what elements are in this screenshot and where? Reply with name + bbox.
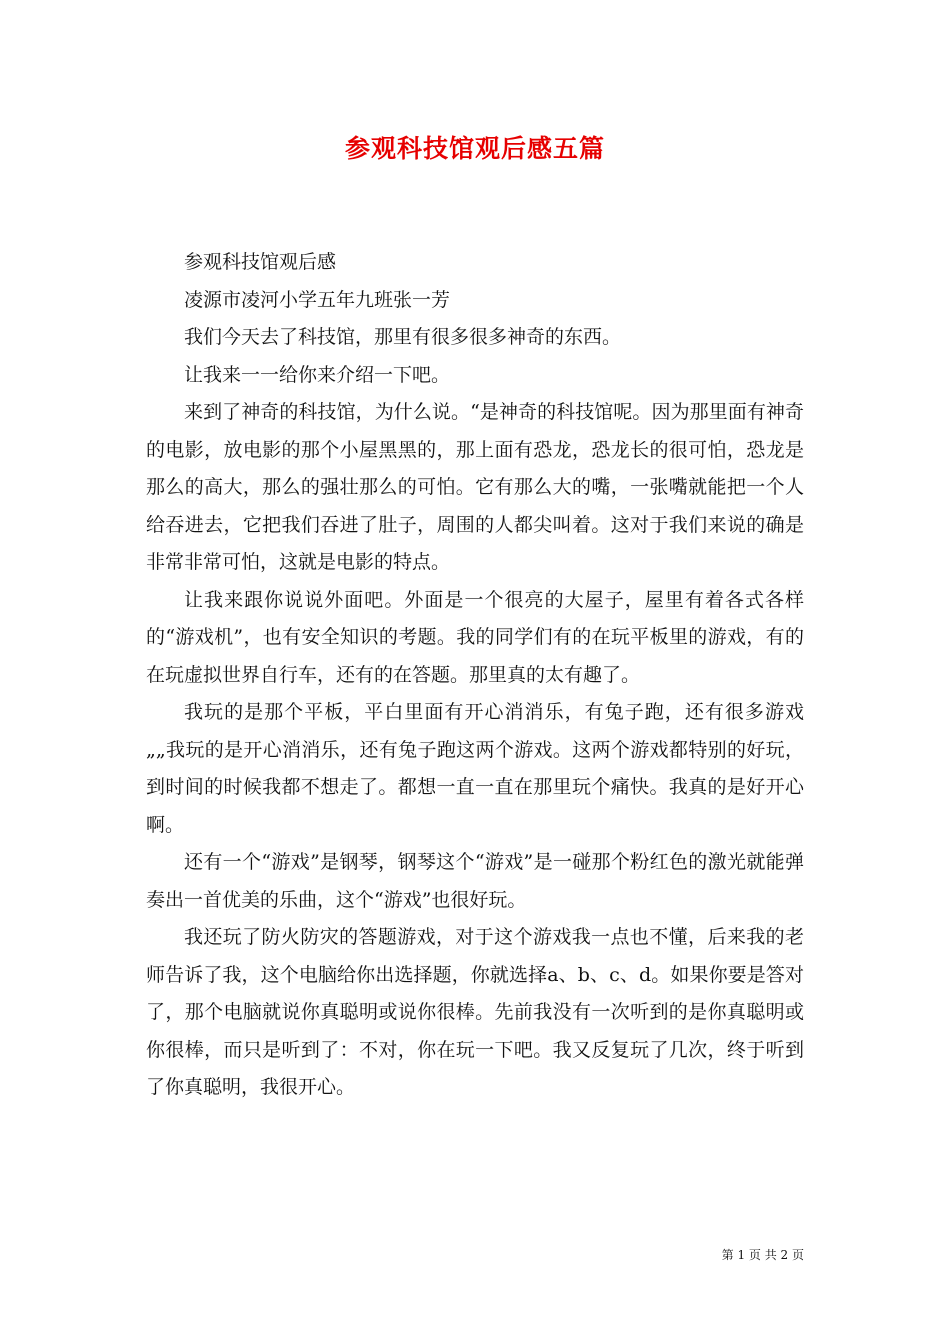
paragraph: 还有一个“游戏”是钢琴，钢琴这个“游戏”是一碰那个粉红色的激光就能弹奏出一首优美的乐曲，这个“游戏”也很好玩。 — [146, 851, 804, 911]
paragraph: 来到了神奇的科技馆，为什么说。“是神奇的科技馆呢。因为那里面有神奇的电影，放电影的那个小屋黑黑的，那上面有恐龙，恐龙长的很可怕，恐龙是那么的高大，那么的强壮那么的可怕。它有那么大的嘴，一张嘴就能把一个人给吞进去，它把我们吞进了肚子，周围的人都尖叫着。这对于我们来说的确是非常非常可怕，这就是电影的特点。 — [146, 401, 804, 573]
author-line: 凌源市凌河小学五年九班张一芳 — [184, 288, 451, 311]
page-number-footer: 第 1 页 共 2 页 — [721, 1248, 804, 1262]
paragraph: 让我来一一给你来介绍一下吧。 — [184, 363, 451, 386]
paragraph: 让我来跟你说说外面吧。外面是一个很亮的大屋子，屋里有着各式各样的“游戏机”，也有安全知识的考题。我的同学们有的在玩平板里的游戏，有的在玩虚拟世界自行车，还有的在答题。那里真的太有趣了。 — [146, 588, 804, 686]
document-body — [146, 244, 804, 1107]
paragraph: 我还玩了防火防灾的答题游戏，对于这个游戏我一点也不懂，后来我的老师告诉了我，这个电脑给你出选择题，你就选择a、b、c、d。如果你要是答对了，那个电脑就说你真聪明或说你很棒。先前我没有一次听到的是你真聪明或你很棒，而只是听到了：不对，你在玩一下吧。我又反复玩了几次，终于听到了你真聪明，我很开心。 — [146, 926, 804, 1098]
document-title: 参观科技馆观后感五篇 — [344, 134, 605, 163]
paragraph: 我玩的是那个平板，平白里面有开心消消乐，有兔子跑，还有很多游戏„„我玩的是开心消消乐，还有兔子跑这两个游戏。这两个游戏都特别的好玩，到时间的时候我都不想走了。都想一直一直在那里玩个痛快。我真的是好开心啊。 — [146, 701, 804, 836]
essay-heading: 参观科技馆观后感 — [184, 251, 337, 273]
paragraph: 我们今天去了科技馆，那里有很多很多神奇的东西。 — [184, 326, 622, 348]
